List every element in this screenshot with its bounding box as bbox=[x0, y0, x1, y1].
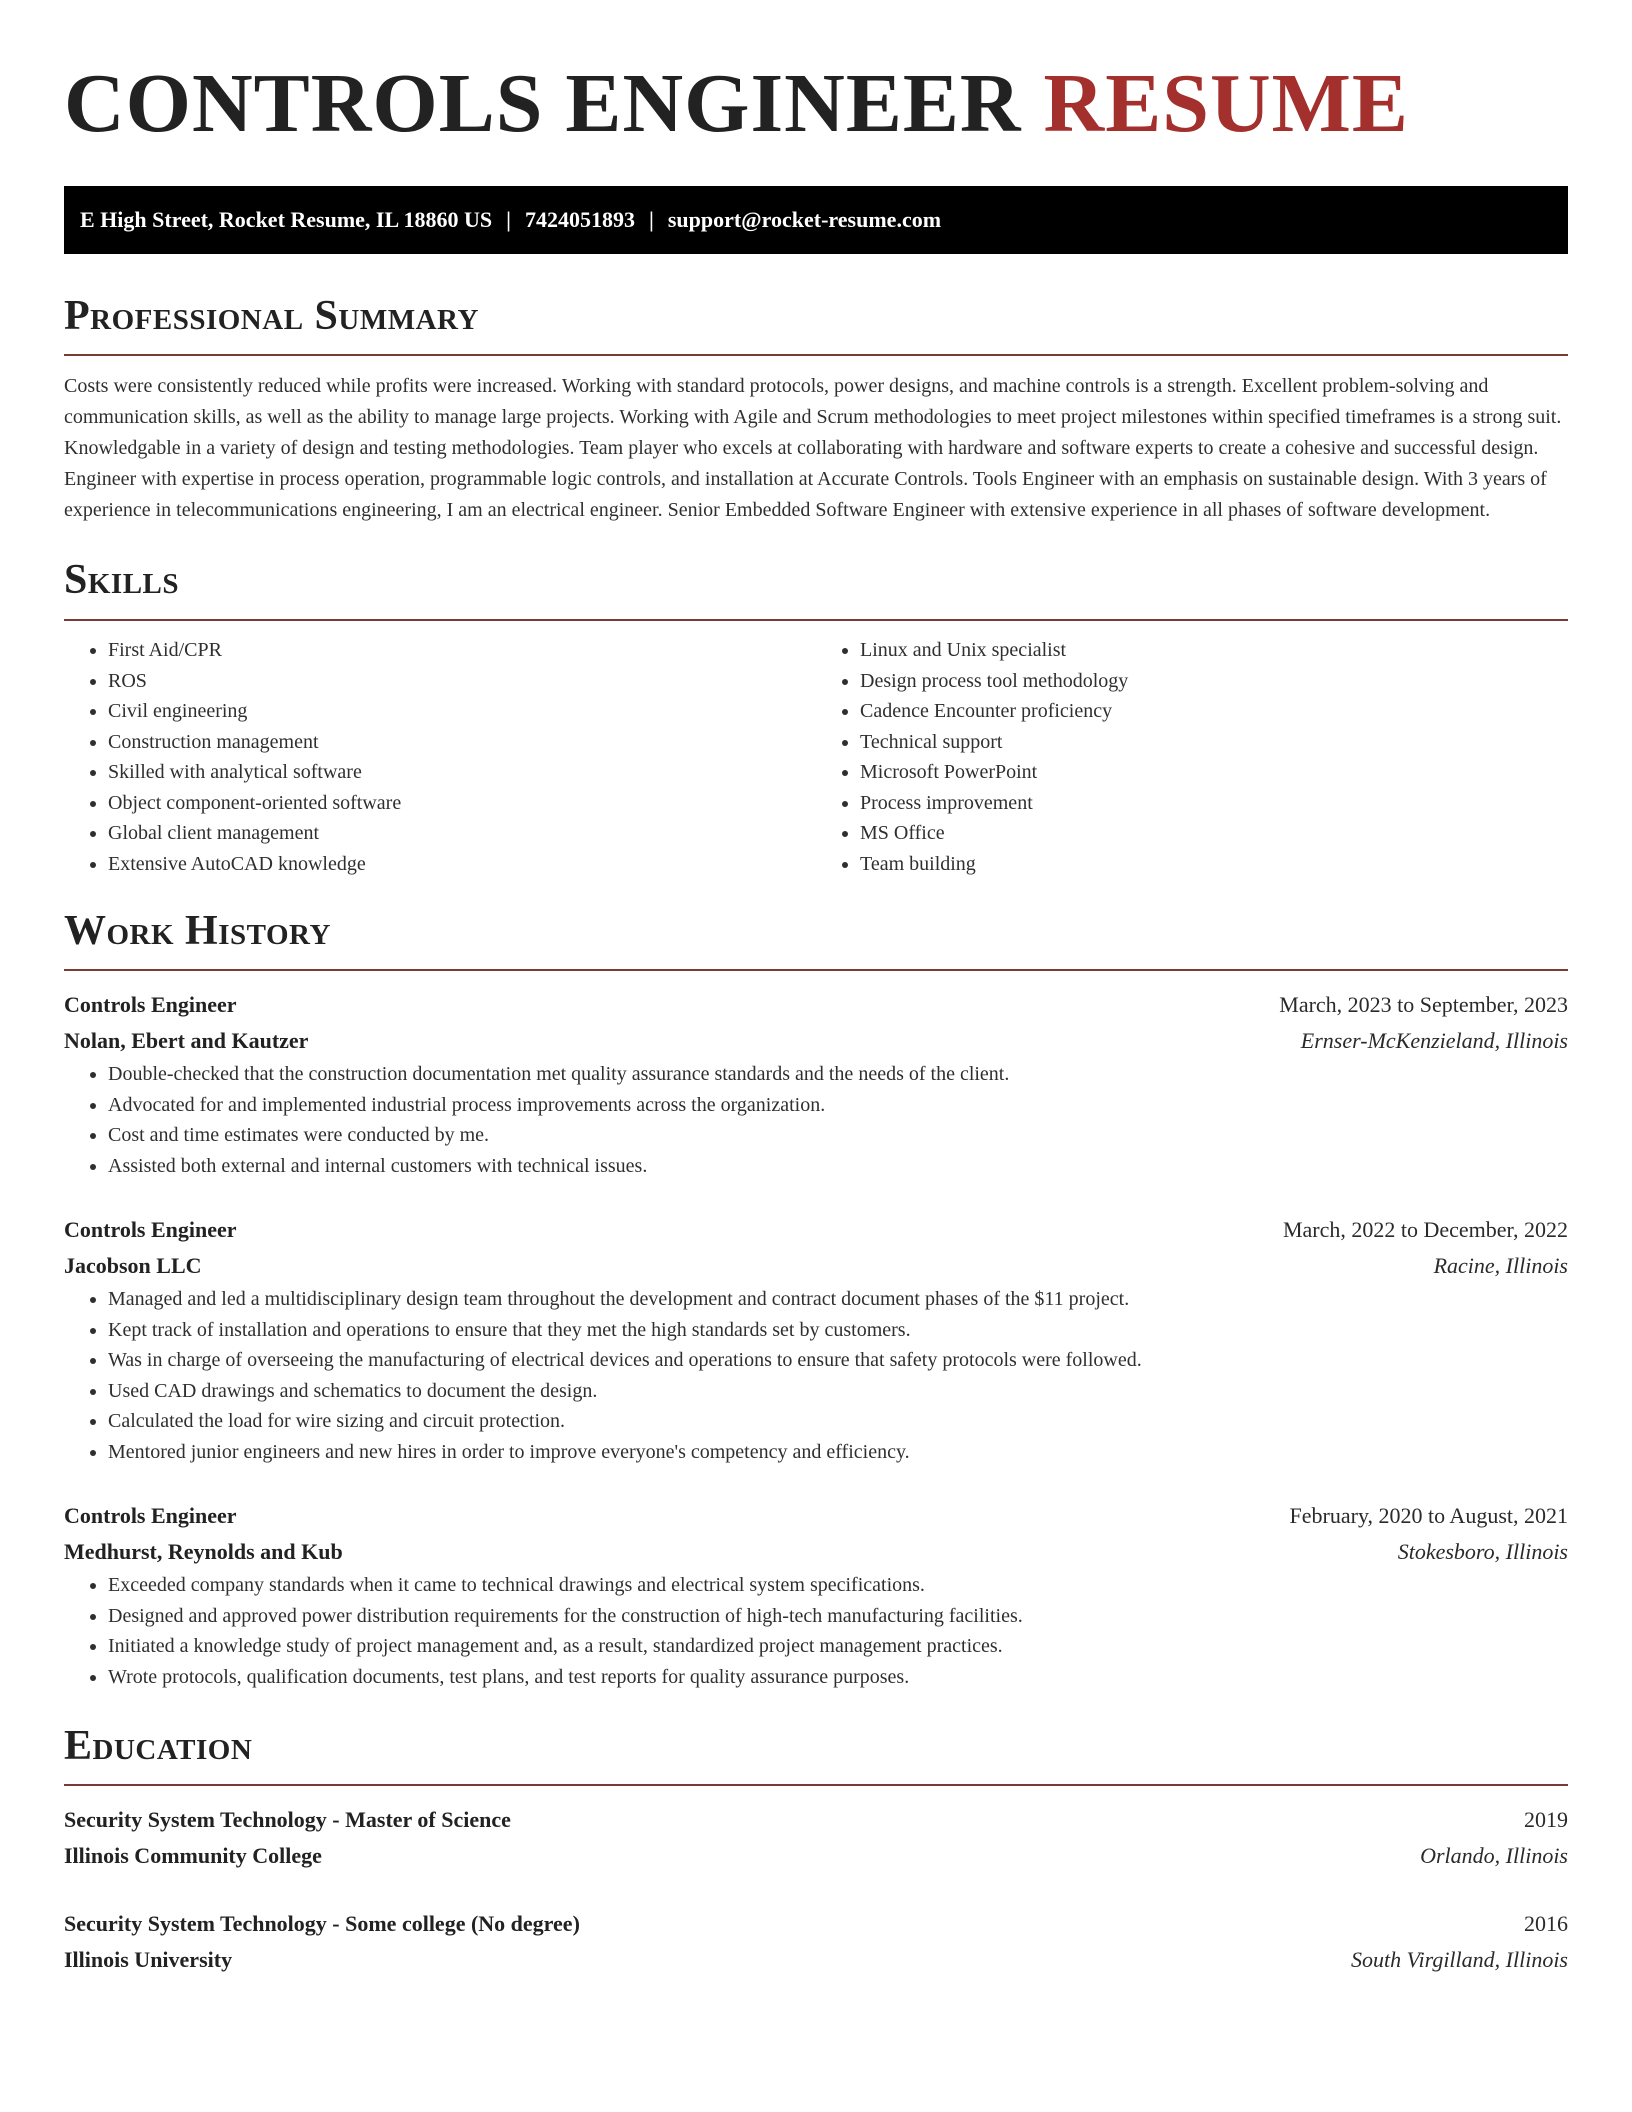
skill-item: • MS Office bbox=[860, 818, 1568, 849]
contact-separator: | bbox=[506, 207, 511, 232]
skill-item: • Design process tool methodology bbox=[860, 666, 1568, 697]
job-company: Medhurst, Reynolds and Kub bbox=[64, 1539, 343, 1564]
job-duty: • Cost and time estimates were conducted by me. bbox=[108, 1120, 1568, 1151]
job-duties-list bbox=[64, 1059, 1568, 1181]
job-location: Racine, Illinois bbox=[1433, 1253, 1568, 1278]
job-duty: • Managed and led a multidisciplinary design team throughout the development and contract document phases of the $11 project. bbox=[108, 1284, 1568, 1315]
skills-list-right bbox=[816, 635, 1568, 879]
job-duty: • Designed and approved power distribution requirements for the construction of high-tech manufacturing facilities. bbox=[108, 1601, 1568, 1632]
job-duties-list bbox=[64, 1570, 1568, 1692]
section-divider bbox=[64, 1784, 1568, 1786]
job-company: Nolan, Ebert and Kautzer bbox=[64, 1028, 309, 1053]
section-title-skills: Skills bbox=[64, 557, 180, 603]
skill-item: • Civil engineering bbox=[108, 696, 816, 727]
education-year: 2019 bbox=[1524, 1807, 1568, 1832]
skill-item: • Construction management bbox=[108, 727, 816, 758]
skill-item: • Team building bbox=[860, 849, 1568, 880]
job-duty: • Exceeded company standards when it came to technical drawings and electrical system specifications. bbox=[108, 1570, 1568, 1601]
job-duty: • Was in charge of overseeing the manufacturing of electrical devices and operations to ensure that safety protocols were followed. bbox=[108, 1345, 1568, 1376]
education-header-row bbox=[64, 1906, 1568, 1942]
contact-phone[interactable]: 7424051893 bbox=[524, 207, 635, 232]
job-company-row bbox=[64, 1534, 1568, 1570]
job-duty: • Used CAD drawings and schematics to document the design. bbox=[108, 1376, 1568, 1407]
job-company-row bbox=[64, 1248, 1568, 1284]
job-company: Jacobson LLC bbox=[64, 1253, 202, 1278]
section-divider bbox=[64, 969, 1568, 971]
skill-item: • Cadence Encounter proficiency bbox=[860, 696, 1568, 727]
job-header-row bbox=[64, 1212, 1568, 1248]
job-header-row bbox=[64, 1498, 1568, 1534]
skill-item: • Global client management bbox=[108, 818, 816, 849]
job-duty: • Assisted both external and internal customers with technical issues. bbox=[108, 1151, 1568, 1182]
skill-item: • Skilled with analytical software bbox=[108, 757, 816, 788]
job-header-row bbox=[64, 987, 1568, 1023]
skill-item: • Object component-oriented software bbox=[108, 788, 816, 819]
job-company-row bbox=[64, 1023, 1568, 1059]
section-title-summary: Professional Summary bbox=[64, 293, 479, 339]
job-duty: • Wrote protocols, qualification documents, test plans, and test reports for quality assurance purposes. bbox=[108, 1662, 1568, 1693]
education-header-row bbox=[64, 1802, 1568, 1838]
job-entry bbox=[64, 1498, 1568, 1692]
job-dates: February, 2020 to August, 2021 bbox=[1289, 1503, 1568, 1528]
job-duty: • Advocated for and implemented industrial process improvements across the organization. bbox=[108, 1090, 1568, 1121]
title-accent: RESUME bbox=[1043, 57, 1409, 150]
education-location: Orlando, Illinois bbox=[1420, 1843, 1568, 1868]
education-school-row bbox=[64, 1942, 1568, 1978]
section-title-education: Education bbox=[64, 1723, 253, 1769]
job-duty: • Mentored junior engineers and new hires in order to improve everyone's competency and efficiency. bbox=[108, 1437, 1568, 1468]
skill-item: • Microsoft PowerPoint bbox=[860, 757, 1568, 788]
title-main: CONTROLS ENGINEER bbox=[64, 57, 1022, 150]
skill-item: • Technical support bbox=[860, 727, 1568, 758]
job-dates: March, 2022 to December, 2022 bbox=[1282, 1217, 1568, 1242]
job-duty: • Kept track of installation and operations to ensure that they met the high standards set by customers. bbox=[108, 1315, 1568, 1346]
contact-email[interactable]: support@rocket-resume.com bbox=[667, 207, 942, 232]
job-duty: • Calculated the load for wire sizing and circuit protection. bbox=[108, 1406, 1568, 1437]
job-dates: March, 2023 to September, 2023 bbox=[1279, 992, 1568, 1017]
education-school-row bbox=[64, 1838, 1568, 1874]
section-title-work: Work History bbox=[64, 908, 331, 954]
contact-separator: | bbox=[648, 207, 654, 232]
skills-list-left bbox=[64, 635, 816, 879]
skills-grid bbox=[64, 635, 1568, 879]
education-degree: Security System Technology - Some college (No degree) bbox=[64, 1911, 580, 1936]
education-entry bbox=[64, 1802, 1568, 1874]
skill-item: • First Aid/CPR bbox=[108, 635, 816, 666]
skill-item: • ROS bbox=[108, 666, 816, 697]
section-divider bbox=[64, 354, 1568, 356]
job-title: Controls Engineer bbox=[64, 1503, 237, 1528]
contact-address: E High Street, Rocket Resume, IL 18860 US bbox=[80, 207, 493, 232]
job-entry bbox=[64, 987, 1568, 1181]
education-school: Illinois University bbox=[64, 1947, 233, 1972]
section-divider bbox=[64, 619, 1568, 621]
skill-item: • Process improvement bbox=[860, 788, 1568, 819]
education-year: 2016 bbox=[1524, 1911, 1568, 1936]
job-location: Ernser-McKenzieland, Illinois bbox=[1300, 1028, 1568, 1053]
education-entry bbox=[64, 1906, 1568, 1978]
contact-bar bbox=[64, 186, 1568, 254]
job-duties-list bbox=[64, 1284, 1568, 1467]
job-duty: • Double-checked that the construction documentation met quality assurance standards and the needs of the client. bbox=[108, 1059, 1568, 1090]
resume-title bbox=[64, 0, 1568, 154]
education-school: Illinois Community College bbox=[64, 1843, 322, 1868]
job-entry bbox=[64, 1212, 1568, 1467]
skill-item: • Extensive AutoCAD knowledge bbox=[108, 849, 816, 880]
education-location: South Virgilland, Illinois bbox=[1351, 1947, 1568, 1972]
skills-column-right bbox=[816, 635, 1568, 879]
education-degree: Security System Technology - Master of Science bbox=[64, 1807, 511, 1832]
job-title: Controls Engineer bbox=[64, 1217, 237, 1242]
job-location: Stokesboro, Illinois bbox=[1397, 1539, 1568, 1564]
summary-text: Costs were consistently reduced while profits were increased. Working with standard protocols, power designs, and machine controls is a strength. Excellent problem-solving and communication skills, as well as the ability to manage large projects. Working with Agile and Scrum methodologies to meet project milestones within specified timeframes is a strong suit. Knowledgable in a variety of design and testing methodologies. Team player who excels at collaborating with hardware and software experts to create a cohesive and successful design. Engineer with expertise in process operation, programmable logic controls, and installation at Accurate Controls. Tools Engineer with an emphasis on sustainable design. With 3 years of experience in telecommunications engineering, I am an electrical engineer. Senior Embedded Software Engineer with extensive experience in all phases of software development. bbox=[64, 375, 1562, 521]
skills-column-left bbox=[64, 635, 816, 879]
job-duty: • Initiated a knowledge study of project management and, as a result, standardized project management practices. bbox=[108, 1631, 1568, 1662]
skill-item: • Linux and Unix specialist bbox=[860, 635, 1568, 666]
job-title: Controls Engineer bbox=[64, 992, 237, 1017]
